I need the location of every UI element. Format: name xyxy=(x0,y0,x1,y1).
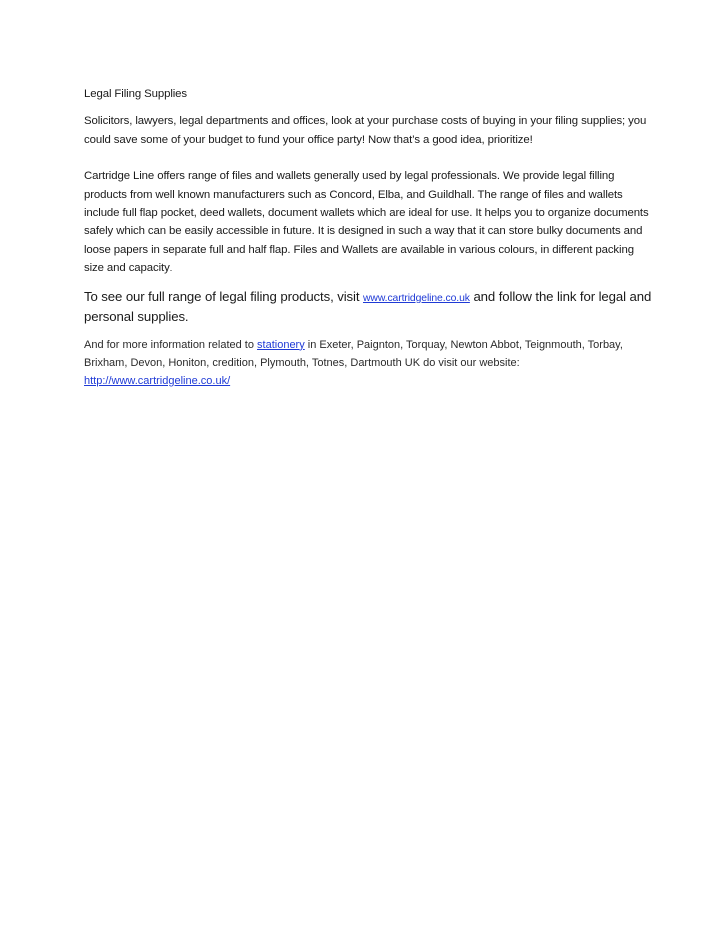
stationery-link[interactable]: stationery xyxy=(257,338,305,351)
cta-text-before: To see our full range of legal filing products, visit xyxy=(84,288,364,304)
cta-text-after: and follow the link for legal and personal supplies. xyxy=(84,288,652,324)
info-paragraph xyxy=(84,336,654,390)
products-paragraph-end: . xyxy=(169,263,173,274)
website-link[interactable]: http://www.cartridgeline.co.uk/ xyxy=(84,374,231,387)
document-title: Legal Filing Supplies xyxy=(84,88,188,100)
info-text-after: in Exeter, Paignton, Torquay, Newton Abbot, Teignmouth, Torbay, Brixham, Devon, Honiton, credition, Plymouth, Totnes, Dartmouth UK do visit our website: xyxy=(84,338,623,369)
intro-paragraph: Solicitors, lawyers, legal departments and offices, look at your purchase costs of buying in your filing supplies; you could save some of your budget to fund your office party! Now that’s a good idea, prioritize! xyxy=(84,115,647,146)
cta-paragraph xyxy=(84,288,654,326)
products-paragraph xyxy=(84,167,654,277)
info-text-before: And for more information related to xyxy=(84,338,258,351)
document-body xyxy=(84,85,654,390)
products-paragraph-text: Cartridge Line offers range of files and wallets generally used by legal professionals. We provide legal filling products from well known manufacturers such as Concord, Elba, and Guildhall. The range of files and wallets include full flap pocket, deed wallets, document wallets which are ideal for use. It helps you to organize documents safely which can be easily accessible in future. It is designed in such a way that it can store bulky documents and loose papers in separate full and half flap. Files and Wallets are available in various colours, in different packing size and capacity xyxy=(84,170,649,275)
cartridgeline-link[interactable]: www.cartridgeline.co.uk xyxy=(363,292,470,304)
